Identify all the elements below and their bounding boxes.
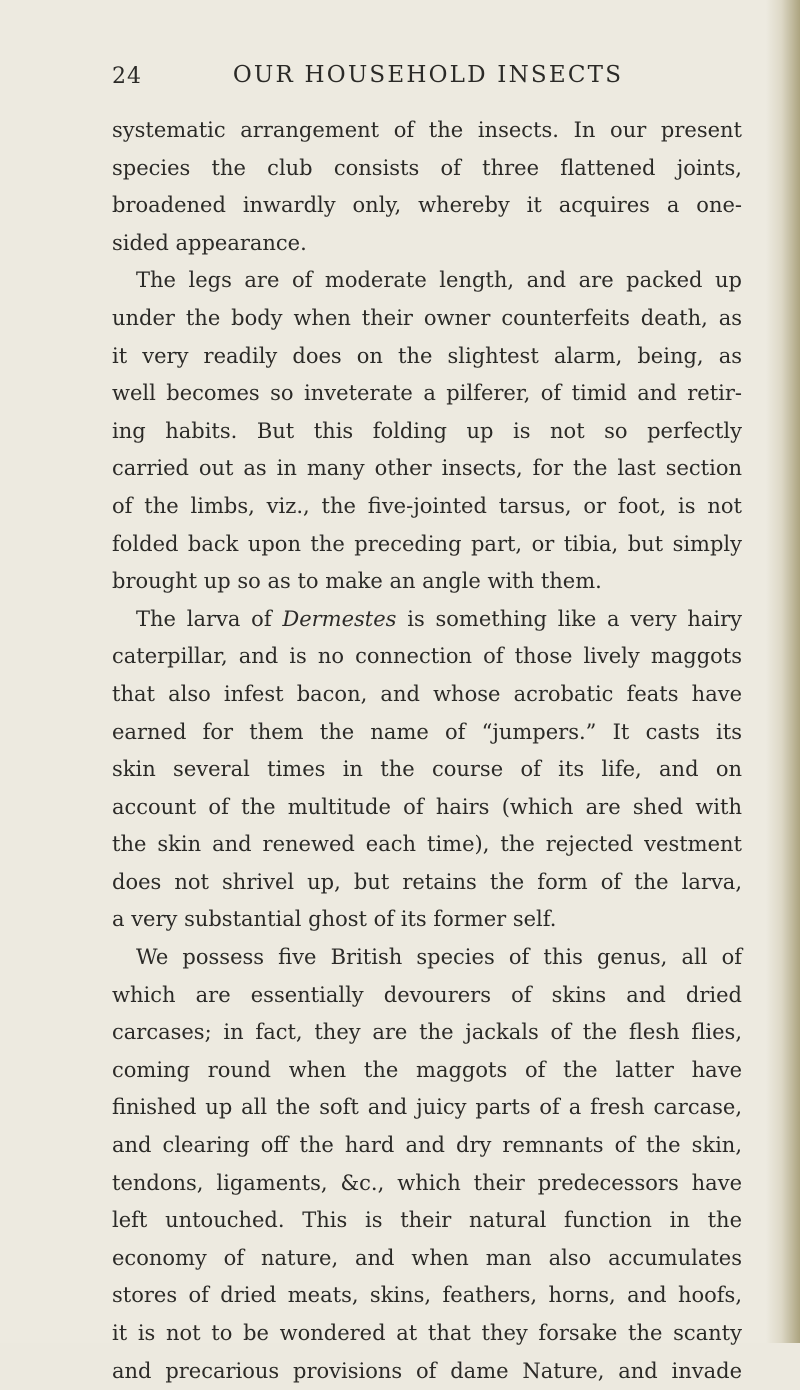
page-edge-shadow bbox=[766, 0, 800, 1343]
text-line: and precarious provisions of dame Nature, and invade bbox=[112, 1358, 742, 1383]
page-header bbox=[112, 62, 744, 98]
text-line: which are essentially devourers of skins and dried bbox=[112, 982, 742, 1007]
page-number: 24 bbox=[112, 64, 142, 89]
text-line: it very readily does on the slightest alarm, being, as bbox=[112, 343, 742, 368]
text-line: We possess five British species of this genus, all of bbox=[136, 945, 742, 970]
text-line: tendons, ligaments, &c., which their predecessors have bbox=[112, 1170, 742, 1195]
text-line: The legs are of moderate length, and are packed up bbox=[136, 268, 742, 293]
body-text bbox=[112, 112, 742, 1390]
text-line: it is not to be wondered at that they forsake the scanty bbox=[112, 1321, 742, 1345]
text-line: sided appearance. bbox=[112, 230, 307, 255]
text-line: that also infest bacon, and whose acrobatic feats have bbox=[112, 681, 742, 706]
text-line: coming round when the maggots of the latter have bbox=[112, 1057, 742, 1082]
text-line: the skin and renewed each time), the rejected vestment bbox=[112, 832, 742, 857]
text-line: skin several times in the course of its life, and on bbox=[112, 757, 742, 782]
text-line: carcases; in fact, they are the jackals of the flesh flies, bbox=[112, 1020, 742, 1045]
text-line: folded back upon the preceding part, or tibia, but simply bbox=[112, 531, 742, 556]
text-line: The larva of Dermestes is something like a very hairy bbox=[136, 606, 742, 631]
text-line: finished up all the soft and juicy parts of a fresh carcase, bbox=[112, 1095, 742, 1120]
text-line: does not shrivel up, but retains the form of the larva, bbox=[112, 869, 742, 894]
text-line: economy of nature, and when man also accumulates bbox=[112, 1245, 742, 1270]
text-line: left untouched. This is their natural function in the bbox=[112, 1208, 742, 1233]
text-line: brought up so as to make an angle with them. bbox=[112, 569, 602, 594]
text-line: ing habits. But this folding up is not so perfectly bbox=[112, 418, 742, 443]
text-line: stores of dried meats, skins, feathers, horns, and hoofs, bbox=[112, 1283, 742, 1308]
running-title: OUR HOUSEHOLD INSECTS bbox=[232, 62, 624, 88]
text-line: caterpillar, and is no connection of those lively maggots bbox=[112, 644, 742, 669]
text-line: earned for them the name of “jumpers.” It casts its bbox=[112, 719, 742, 744]
text-line: systematic arrangement of the insects. In our present bbox=[112, 118, 742, 142]
text-line: under the body when their owner counterfeits death, as bbox=[112, 305, 742, 330]
text-line: of the limbs, viz., the five-jointed tarsus, or foot, is not bbox=[112, 493, 742, 518]
text-line: account of the multitude of hairs (which are shed with bbox=[112, 794, 742, 819]
text-line: well becomes so inveterate a pilferer, of timid and retir- bbox=[112, 381, 742, 406]
text-line: a very substantial ghost of its former self. bbox=[112, 907, 557, 932]
text-line: broadened inwardly only, whereby it acquires a one- bbox=[112, 193, 742, 218]
text-line: and clearing off the hard and dry remnants of the skin, bbox=[112, 1133, 742, 1158]
text-line: species the club consists of three flattened joints, bbox=[112, 155, 742, 180]
text-line: carried out as in many other insects, for the last section bbox=[112, 456, 742, 481]
